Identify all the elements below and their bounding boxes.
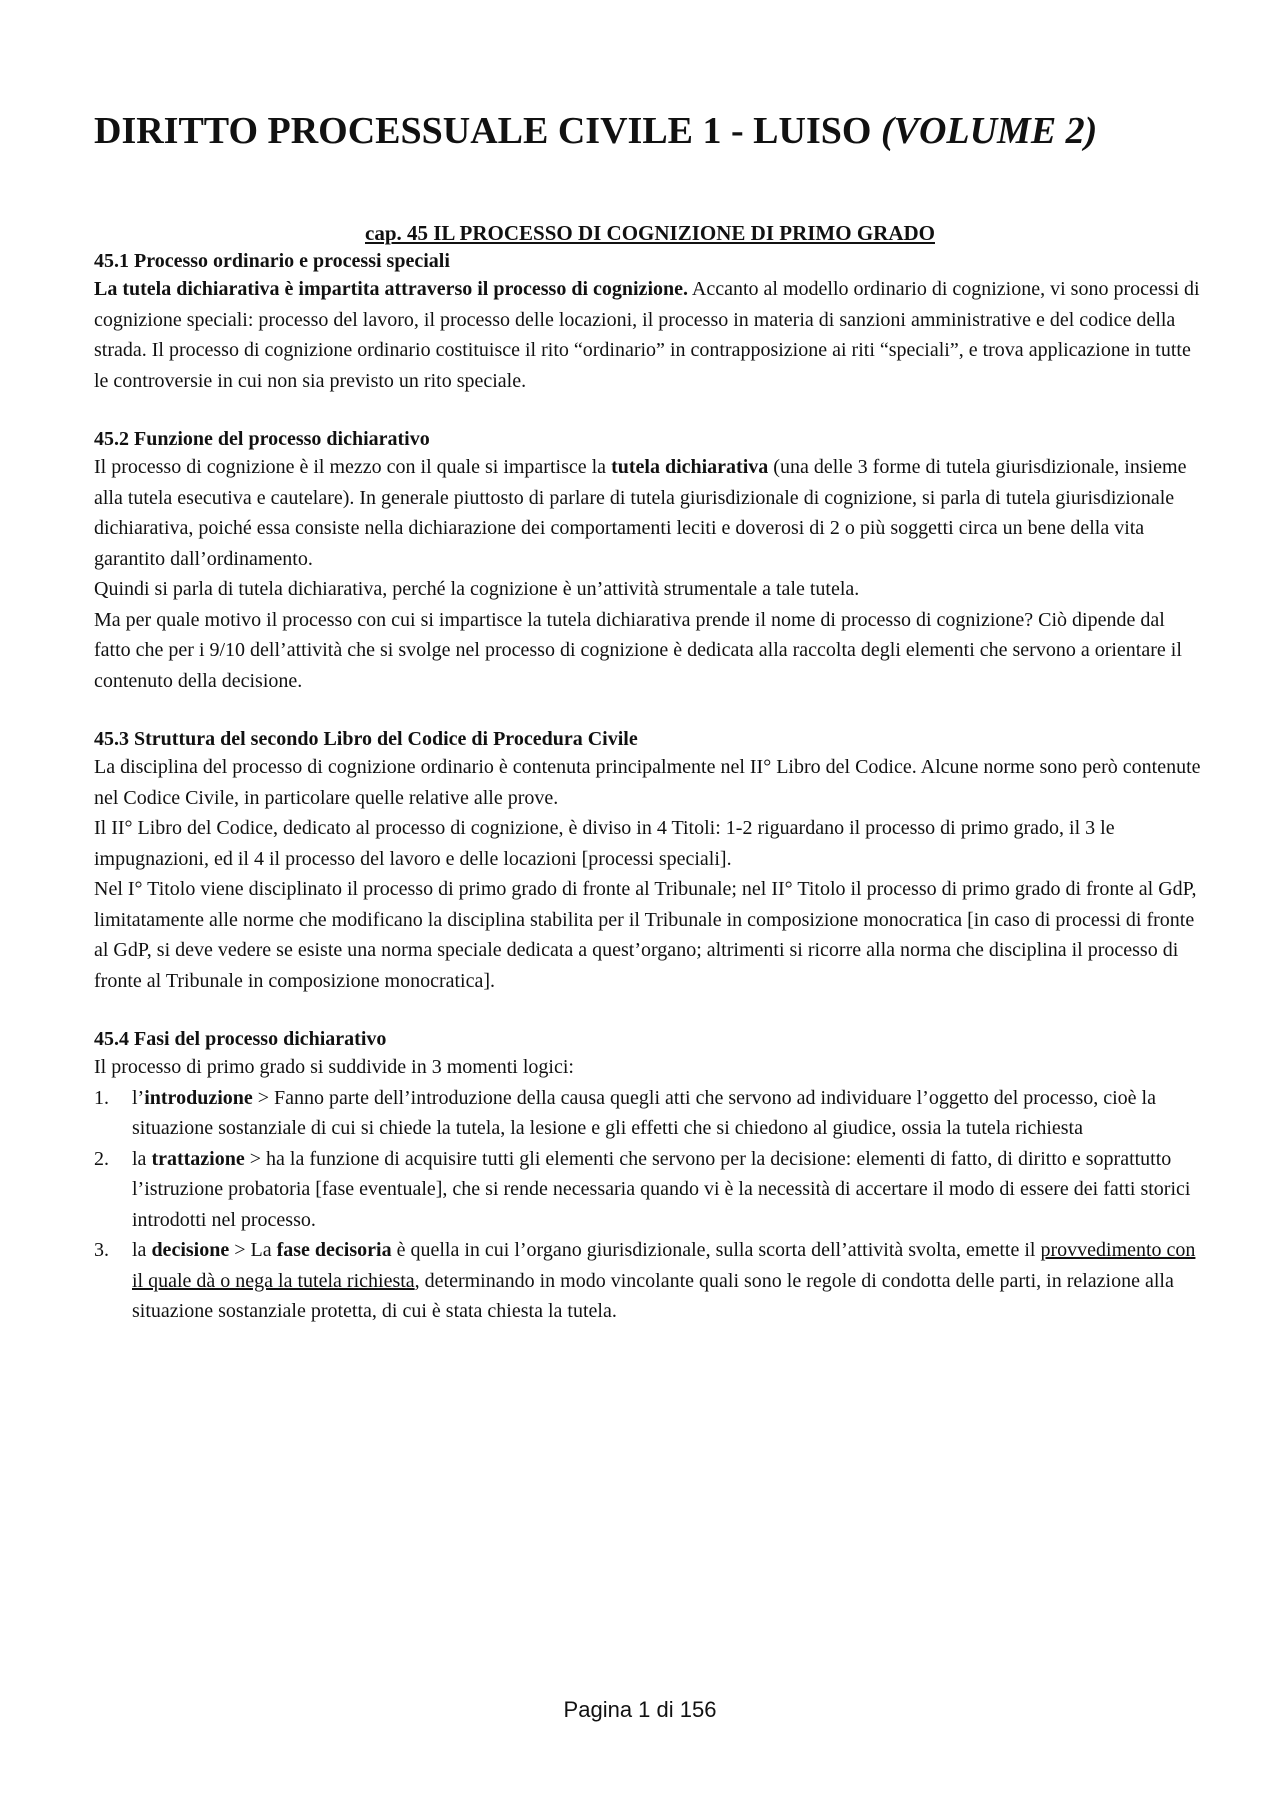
- section-title-45-1: 45.1 Processo ordinario e processi speciali: [94, 250, 450, 272]
- section-title-45-4: 45.4 Fasi del processo dichiarativo: [94, 1028, 387, 1050]
- paragraph-text: (una delle 3 forme di tutela giurisdizionale, insieme alla tutela esecutiva e cautelare). In generale piuttosto di parlare di tutela giurisdizionale di cognizione, si parla di tutela giurisdizionale dichiarativa, poiché essa consiste nella dichiarazione dei comportamenti leciti e doverosi di 2 o più soggetti circa un bene della vita garantito dall’ordinamento.: [94, 456, 1187, 570]
- section-45-3-paragraph-1: La disciplina del processo di cognizione ordinario è contenuta principalmente nel II° Libro del Codice. Alcune norme sono però contenute nel Codice Civile, in particolare quelle relative alle prove.: [94, 756, 1201, 809]
- underlined-text: provvedimento con il quale dà o nega la tutela richiesta: [132, 1239, 1196, 1292]
- title-volume: (VOLUME 2): [880, 110, 1098, 152]
- section-45-2-paragraph-1: [94, 452, 1206, 574]
- paragraph-text: Accanto al modello ordinario di cognizione, vi sono processi di cognizione speciali: processo del lavoro, il processo delle locazioni, il processo in materia di sanzioni amministrative e del codice della strada. Il processo di cognizione ordinario costituisce il rito “ordinario” in contrapposizione ai riti “speciali”, e trova applicazione in tutte le controversie in cui non sia previsto un rito speciale.: [94, 278, 1200, 392]
- section-title-45-3: 45.3 Struttura del secondo Libro del Codice di Procedura Civile: [94, 728, 638, 750]
- section-45-3-paragraph-3: Nel I° Titolo viene disciplinato il processo di primo grado di fronte al Tribunale; nel II° Titolo il processo di primo grado di fronte al GdP, limitatamente alle norme che modificano la disciplina stabilita per il Tribunale in composizione monocratica [in caso di processi di fronte al GdP, si deve vedere se esiste una norma speciale dedicata a quest’organo; altrimenti si ricorre alla norma che disciplina il processo di fronte al Tribunale in composizione monocratica].: [94, 878, 1197, 992]
- paragraph-text: Il processo di cognizione è il mezzo con il quale si impartisce la: [94, 456, 612, 478]
- section-45-3-paragraph-2: Il II° Libro del Codice, dedicato al processo di cognizione, è diviso in 4 Titoli: 1-2 riguardano il processo di primo grado, il 3 le impugnazioni, ed il 4 il processo del lavoro e delle locazioni [processi speciali].: [94, 817, 1115, 870]
- list-text: > Fanno parte dell’introduzione della causa quegli atti che servono ad individuare l’oggetto del processo, cioè la situazione sostanziale di cui si chiede la tutela, la lesione e gli effetti che si chiedono al giudice, ossia la tutela richiesta: [132, 1086, 1156, 1139]
- list-item: [94, 1083, 1206, 1144]
- list-text: > La: [229, 1239, 277, 1261]
- list-text: , determinando in modo vincolante quali sono le regole di condotta delle parti, in relazione alla situazione sostanziale protetta, di cui è stata chiesta la tutela.: [132, 1269, 1174, 1322]
- bold-text: tutela dichiarativa: [611, 456, 769, 478]
- list-text: la: [132, 1239, 152, 1261]
- section-45-4-intro: Il processo di primo grado si suddivide in 3 momenti logici:: [94, 1056, 574, 1078]
- list-text: l’: [132, 1086, 145, 1109]
- list-number: 1.: [94, 1086, 109, 1109]
- list-text: > ha la funzione di acquisire tutti gli elementi che servono per la decisione: elementi di fatto, di diritto e soprattutto l’istruzione probatoria [fase eventuale], che si rende necessaria quando vi è la necessità di accertare il modo di essere dei fatti storici introdotti nel processo.: [132, 1147, 1191, 1231]
- phases-list: [94, 1083, 1206, 1327]
- section-45-2-paragraph-2: Quindi si parla di tutela dichiarativa, perché la cognizione è un’attività strumentale a tale tutela.: [94, 578, 860, 600]
- bold-text: trattazione: [151, 1147, 245, 1170]
- section-45-2-paragraph-3: Ma per quale motivo il processo con cui si impartisce la tutela dichiarativa prende il nome di processo di cognizione? Ciò dipende dal fatto che per i 9/10 dell’attività che si svolge nel processo di cognizione è dedicata alla raccolta degli elementi che servono a orientare il contenuto della decisione.: [94, 608, 1182, 692]
- list-item: [94, 1235, 1206, 1327]
- list-text: la: [132, 1147, 152, 1170]
- list-text: è quella in cui l’organo giurisdizionale, sulla scorta dell’attività svolta, emette il: [391, 1239, 1041, 1261]
- list-number: 3.: [94, 1239, 109, 1261]
- section-45-1-paragraph: [94, 274, 1206, 396]
- bold-text: decisione: [151, 1239, 230, 1261]
- document-title: [94, 108, 1206, 154]
- title-main: DIRITTO PROCESSUALE CIVILE 1 - LUISO: [94, 110, 881, 152]
- page-footer: Pagina 1 di 156: [563, 1697, 717, 1722]
- chapter-heading: cap. 45 IL PROCESSO DI COGNIZIONE DI PRIMO GRADO: [365, 221, 935, 245]
- bold-text: La tutela dichiarativa è impartita attraverso il processo di cognizione.: [94, 278, 688, 300]
- bold-text: introduzione: [144, 1086, 253, 1109]
- section-title-45-2: 45.2 Funzione del processo dichiarativo: [94, 428, 430, 450]
- list-number: 2.: [94, 1147, 109, 1170]
- document-page: [94, 108, 1206, 1327]
- bold-text: fase decisoria: [276, 1239, 392, 1261]
- list-item: [94, 1144, 1206, 1236]
